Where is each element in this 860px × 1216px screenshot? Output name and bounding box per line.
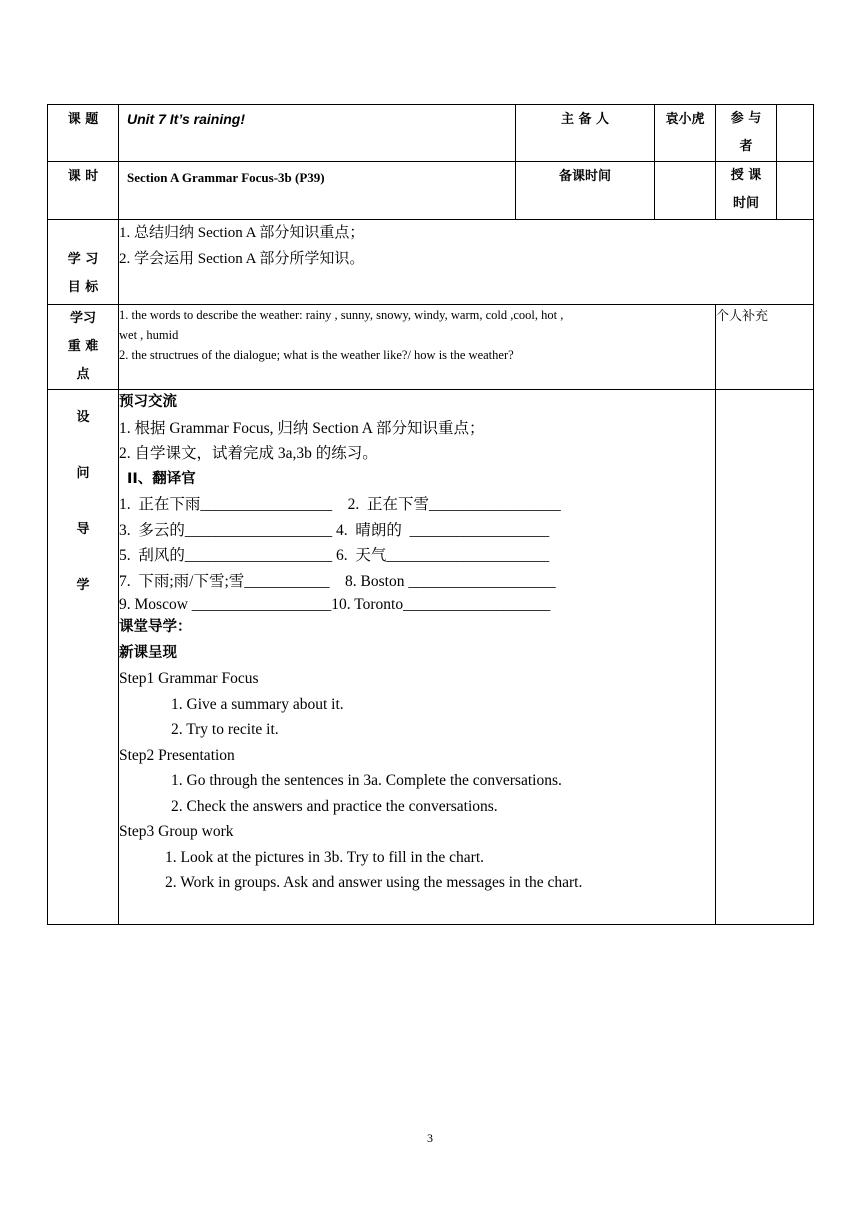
step-heading: Step2 Presentation <box>119 746 235 764</box>
preview-heading: 预习交流 <box>119 394 177 410</box>
guide-side-char: 学 <box>76 578 90 593</box>
row-key-points <box>48 305 814 390</box>
guide-side-char: 问 <box>76 466 90 481</box>
step-item: 1. Go through the sentences in 3a. Complete the conversations. <box>171 772 562 789</box>
preview-item: 2. 自学课文，试着完成 3a,3b 的练习。 <box>119 445 378 462</box>
objectives-content <box>119 220 814 305</box>
translator-heading: II、翻译官 <box>127 470 196 487</box>
participant-value <box>777 105 814 162</box>
participant-label-line1: 参 与 <box>730 111 762 126</box>
objective-item: 1. 总结归纳 Section A 部分知识重点； <box>119 225 365 241</box>
section-title-cell <box>119 162 516 220</box>
section-title: Section A Grammar Focus-3b (P39) <box>127 170 325 185</box>
preparer-name: 袁小虎 <box>655 105 716 162</box>
key-points-label-line2: 重 难 <box>67 339 99 354</box>
step-item: 2. Check the answers and practice the conversations. <box>171 797 498 815</box>
prep-time-value <box>655 162 716 220</box>
topic-label: 课 题 <box>48 105 119 162</box>
translate-row: 9. Moscow __________________10. Toronto___________________ <box>119 596 551 613</box>
preparer-label: 主 备 人 <box>516 105 655 162</box>
row-topic <box>48 105 814 162</box>
objectives-label-cell <box>48 220 119 305</box>
page-number: 3 <box>427 1131 433 1145</box>
guide-side-char: 导 <box>76 522 90 537</box>
participant-label-line2: 者 <box>739 139 753 154</box>
key-points-label-line1: 学习 <box>69 311 96 326</box>
step-item: 1. Give a summary about it. <box>171 695 344 713</box>
supplement-label: 个人补充 <box>716 305 814 390</box>
key-point-line: wet , humid <box>119 328 179 342</box>
lesson-plan-table <box>47 104 814 925</box>
key-point-line: 1. the words to describe the weather: rainy , sunny, snowy, windy, warm, cold ,cool, hot , <box>119 308 564 322</box>
teach-time-label-line2: 时间 <box>732 196 759 211</box>
guide-side-label <box>48 390 119 925</box>
guide-side-char: 设 <box>76 410 90 425</box>
step-item: 2. Try to recite it. <box>171 721 279 738</box>
step-item: 1. Look at the pictures in 3b. Try to fill in the chart. <box>165 848 484 866</box>
translate-row: 1. 正在下雨_________________ 2. 正在下雪_________________ <box>119 496 561 513</box>
teach-time-label-line1: 授 课 <box>730 168 762 183</box>
class-heading: 课堂导学： <box>119 619 192 635</box>
period-label: 课 时 <box>48 162 119 220</box>
unit-title: Unit 7 It’s raining! <box>127 111 245 127</box>
row-period <box>48 162 814 220</box>
key-point-line: 2. the structrues of the dialogue; what is the weather like?/ how is the weather? <box>119 348 514 362</box>
objectives-label-line2: 目 标 <box>67 280 99 295</box>
step-heading: Step1 Grammar Focus <box>119 670 259 687</box>
unit-title-cell <box>119 105 516 162</box>
translate-row: 7. 下雨;雨/下雪;雪___________ 8. Boston ___________________ <box>119 572 556 590</box>
prep-time-label: 备课时间 <box>516 162 655 220</box>
guide-notes-cell <box>716 390 814 925</box>
teach-time-value <box>777 162 814 220</box>
new-lesson-heading: 新课呈现 <box>119 644 177 661</box>
participant-label-cell <box>716 105 777 162</box>
key-points-label-cell <box>48 305 119 390</box>
guide-content <box>119 390 716 925</box>
row-guide <box>48 390 814 925</box>
row-objectives <box>48 220 814 305</box>
preview-item: 1. 根据 Grammar Focus, 归纳 Section A 部分知识重点； <box>119 419 485 437</box>
step-item: 2. Work in groups. Ask and answer using the messages in the chart. <box>165 874 583 891</box>
translate-row: 5. 刮风的___________________ 6. 天气_____________________ <box>119 547 550 564</box>
translate-row: 3. 多云的___________________ 4. 晴朗的 __________________ <box>119 521 550 539</box>
objective-item: 2. 学会运用 Section A 部分所学知识。 <box>119 251 365 267</box>
objectives-label-line1: 学 习 <box>67 252 99 267</box>
key-points-content <box>119 305 716 390</box>
key-points-label-line3: 点 <box>76 367 90 382</box>
teach-time-label-cell <box>716 162 777 220</box>
step-heading: Step3 Group work <box>119 823 234 840</box>
